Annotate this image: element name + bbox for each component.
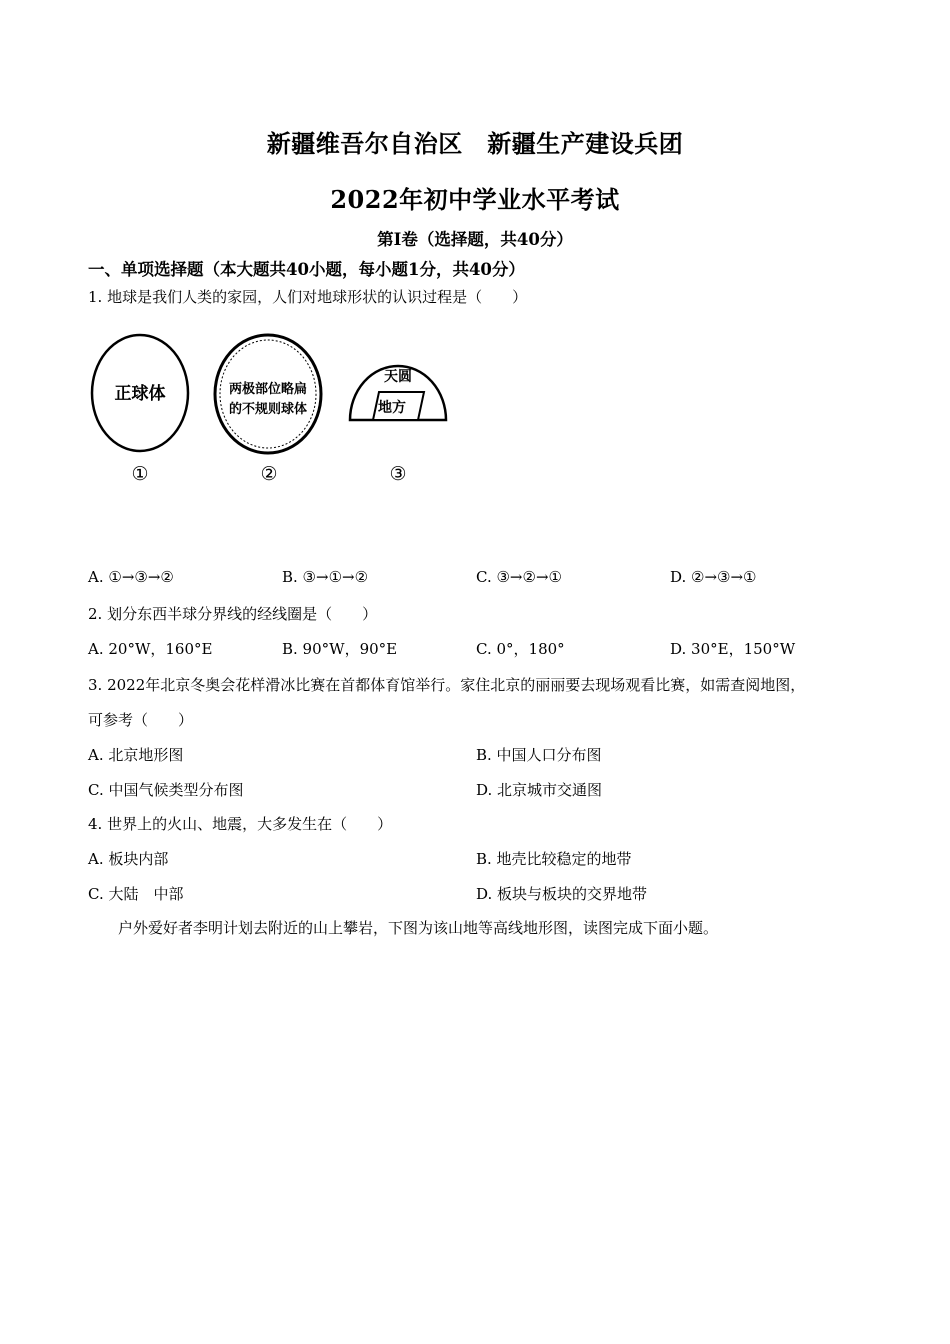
question-2-option-a[interactable]: A. 20°W，160°E [88, 640, 213, 658]
question-4-option-d[interactable]: D. 板块与板块的交界地带 [476, 885, 648, 903]
question-1-option-b[interactable]: B. ③→①→② [282, 568, 369, 586]
question-1-stem: 1. 地球是我们人类的家园，人们对地球形状的认识过程是（ ） [88, 288, 528, 306]
earth-label: 地方 [378, 400, 406, 416]
question-3-stem-line2: 可参考（ ） [88, 711, 194, 729]
round-sky-square-earth-diagram [350, 366, 446, 420]
question-3-option-c[interactable]: C. 中国气候类型分布图 [88, 781, 244, 799]
reading-passage: 户外爱好者李明计划去附近的山上攀岩，下图为该山地等高线地形图，读图完成下面小题。 [118, 919, 719, 937]
exam-title-line2: 2022年初中学业水平考试 [330, 185, 620, 214]
question-2-option-d[interactable]: D. 30°E，150°W [670, 640, 796, 658]
question-3-option-b[interactable]: B. 中国人口分布图 [476, 746, 602, 764]
question-1-option-a[interactable]: A. ①→③→② [88, 568, 174, 586]
question-1-option-c[interactable]: C. ③→②→① [476, 568, 562, 586]
sphere-diagram [92, 335, 188, 451]
sky-label: 天圆 [384, 369, 412, 385]
question-1-option-d[interactable]: D. ②→③→① [670, 568, 757, 586]
question-2-stem: 2. 划分东西半球分界线的经线圈是（ ） [88, 605, 378, 623]
irregular-sphere-label-line1: 两极部位略扁 [228, 382, 308, 397]
section-heading: 一、单项选择题（本大题共40小题，每小题1分，共40分） [88, 260, 525, 279]
figure-label-2: ② [260, 463, 278, 485]
figure-label-3: ③ [389, 463, 407, 485]
question-4-option-c[interactable]: C. 大陆 中部 [88, 885, 184, 903]
question-4-stem: 4. 世界上的火山、地震，大多发生在（ ） [88, 815, 393, 833]
question-3-option-d[interactable]: D. 北京城市交通图 [476, 781, 603, 799]
exam-title-line1: 新疆维吾尔自治区 新疆生产建设兵团 [266, 129, 684, 158]
question-2-option-b[interactable]: B. 90°W，90°E [282, 640, 398, 658]
question-4-option-a[interactable]: A. 板块内部 [88, 850, 169, 868]
question-3-stem-line1: 3. 2022年北京冬奥会花样滑冰比赛在首都体育馆举行。家住北京的丽丽要去现场观看比赛，如需查阅地图， [88, 676, 806, 694]
question-3-option-a[interactable]: A. 北京地形图 [88, 746, 184, 764]
irregular-sphere-label-line2: 的不规则球体 [228, 402, 308, 417]
earth-shape-figure [80, 325, 470, 490]
figure-label-1: ① [131, 463, 149, 485]
sphere-label: 正球体 [114, 384, 166, 404]
question-4-option-b[interactable]: B. 地壳比较稳定的地带 [476, 850, 632, 868]
volume-heading: 第Ⅰ卷（选择题，共40分） [377, 230, 573, 249]
irregular-sphere-diagram [215, 335, 321, 453]
question-2-option-c[interactable]: C. 0°，180° [476, 640, 565, 658]
